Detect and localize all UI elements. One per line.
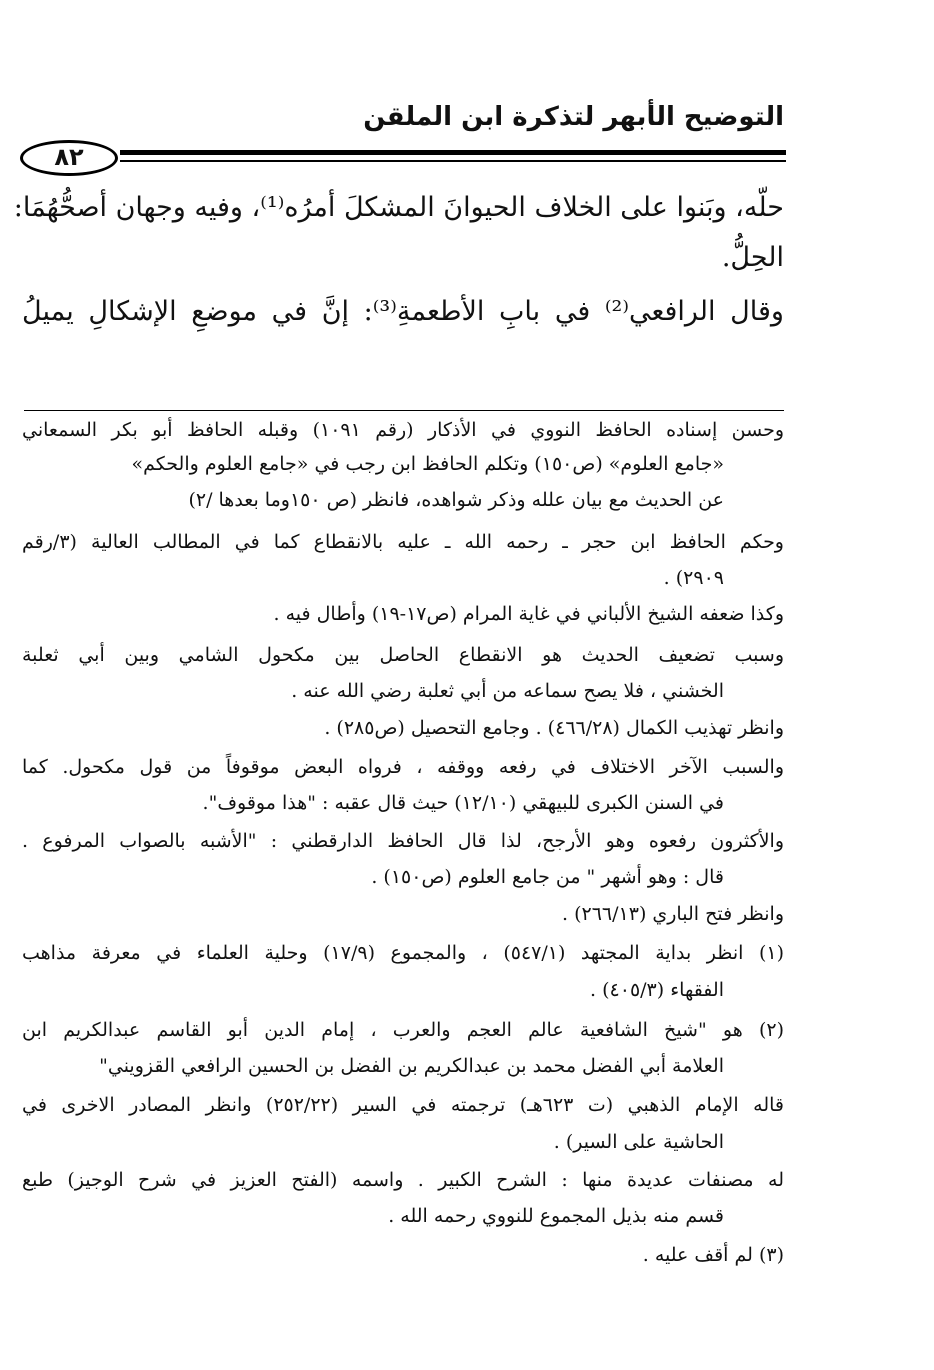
footnote-separator xyxy=(24,410,784,411)
footnote-line: الفقهاء (٤٠٥/٣) . xyxy=(590,979,724,1001)
footnote-line: وانظر فتح الباري (٢٦٦/١٣) . xyxy=(562,903,784,925)
footnote-line: (٢) هو "شيخ الشافعية عالم العجم والعرب ، إمام الدين أبو القاسم عبدالكريم ابن xyxy=(22,1019,784,1041)
main-text-line: الحِلُّ. xyxy=(721,242,784,273)
footnote-line: في السنن الكبرى للبيهقي (١٢/١٠) حيث قال عقبه : "هذا موقوف". xyxy=(202,792,724,814)
running-title: التوضيح الأبهر لتذكرة ابن الملقن xyxy=(363,102,784,132)
footnote-line: (٣) لم أقف عليه . xyxy=(642,1244,784,1266)
main-text-line: وقال الرافعي⁽²⁾ في بابِ الأطعمةِ⁽³⁾: إنَّ في موضعِ الإشكالِ يميلُ xyxy=(22,296,784,327)
header-rule-thin xyxy=(120,160,786,162)
footnote-line: والأكثرون رفعوه وهو الأرجح، لذا قال الحافظ الدارقطني : "الأشبه بالصواب المرفوع . xyxy=(22,830,784,852)
page-number: ٨٢ xyxy=(20,140,118,176)
footnote-line: «جامع العلوم» (ص١٥٠) وتكلم الحافظ ابن رجب في «جامع العلوم والحكم» xyxy=(131,453,724,475)
footnote-line: وحكم الحافظ ابن حجر ـ رحمه الله ـ عليه بالانقطاع كما في المطالب العالية (٣/رقم xyxy=(22,531,784,553)
main-text-line: حلّه، وبَنوا على الخلاف الحيوانَ المشكلَ أمرُه⁽¹⁾، وفيه وجهان أصحُّهُمَا: xyxy=(13,192,784,223)
footnote-line: وسبب تضعيف الحديث هو الانقطاع الحاصل بين مكحول الشامي وبين أبي ثعلبة xyxy=(22,644,784,666)
footnote-line: له مصنفات عديدة منها : الشرح الكبير . واسمه (الفتح العزيز في شرح الوجيز) طبع xyxy=(22,1169,784,1191)
footnote-line: وانظر تهذيب الكمال (٤٦٦/٢٨) . وجامع التحصيل (ص٢٨٥) . xyxy=(324,717,784,739)
footnote-line: قسم منه بذيل المجموع للنووي رحمه الله . xyxy=(388,1205,724,1227)
footnote-line: العلامة أبي الفضل محمد بن عبدالكريم بن الفضل بن الحسين الرافعي القزويني" xyxy=(99,1055,724,1077)
footnote-line: وكذا ضعفه الشيخ الألباني في غاية المرام (ص١٧-١٩) وأطال فيه . xyxy=(273,603,784,625)
footnote-line: ٢٩٠٩) . xyxy=(663,567,724,589)
footnote-line: الخشني ، فلا يصح سماعه من أبي ثعلبة رضي الله عنه . xyxy=(291,680,724,702)
footnote-line: وحسن إسناده الحافظ النووي في الأذكار (رقم ١٠٩١) وقبله الحافظ أبو بكر السمعاني xyxy=(22,419,784,441)
header-rule-thick xyxy=(120,150,786,155)
footnote-line: الحاشية على السير) . xyxy=(553,1131,724,1153)
footnote-line: والسبب الآخر الاختلاف في رفعه ووقفه ، فرواه البعض موقوفاً من قول مكحول. كما xyxy=(22,756,784,778)
footnote-line: عن الحديث مع بيان علله وذكر شواهده، فانظر (ص ١٥٠وما بعدها /٢) xyxy=(188,489,724,511)
footnote-line: (١) انظر بداية المجتهد (٥٤٧/١) ، والمجموع (١٧/٩) وحلية العلماء في معرفة مذاهب xyxy=(22,942,784,964)
footnote-line: قال : وهو أشهر " من جامع العلوم (ص١٥٠) . xyxy=(371,866,724,888)
footnote-line: قاله الإمام الذهبي (ت ٦٢٣هـ) ترجمته في السير (٢٥٢/٢٢) وانظر المصادر الاخرى في xyxy=(22,1094,784,1116)
